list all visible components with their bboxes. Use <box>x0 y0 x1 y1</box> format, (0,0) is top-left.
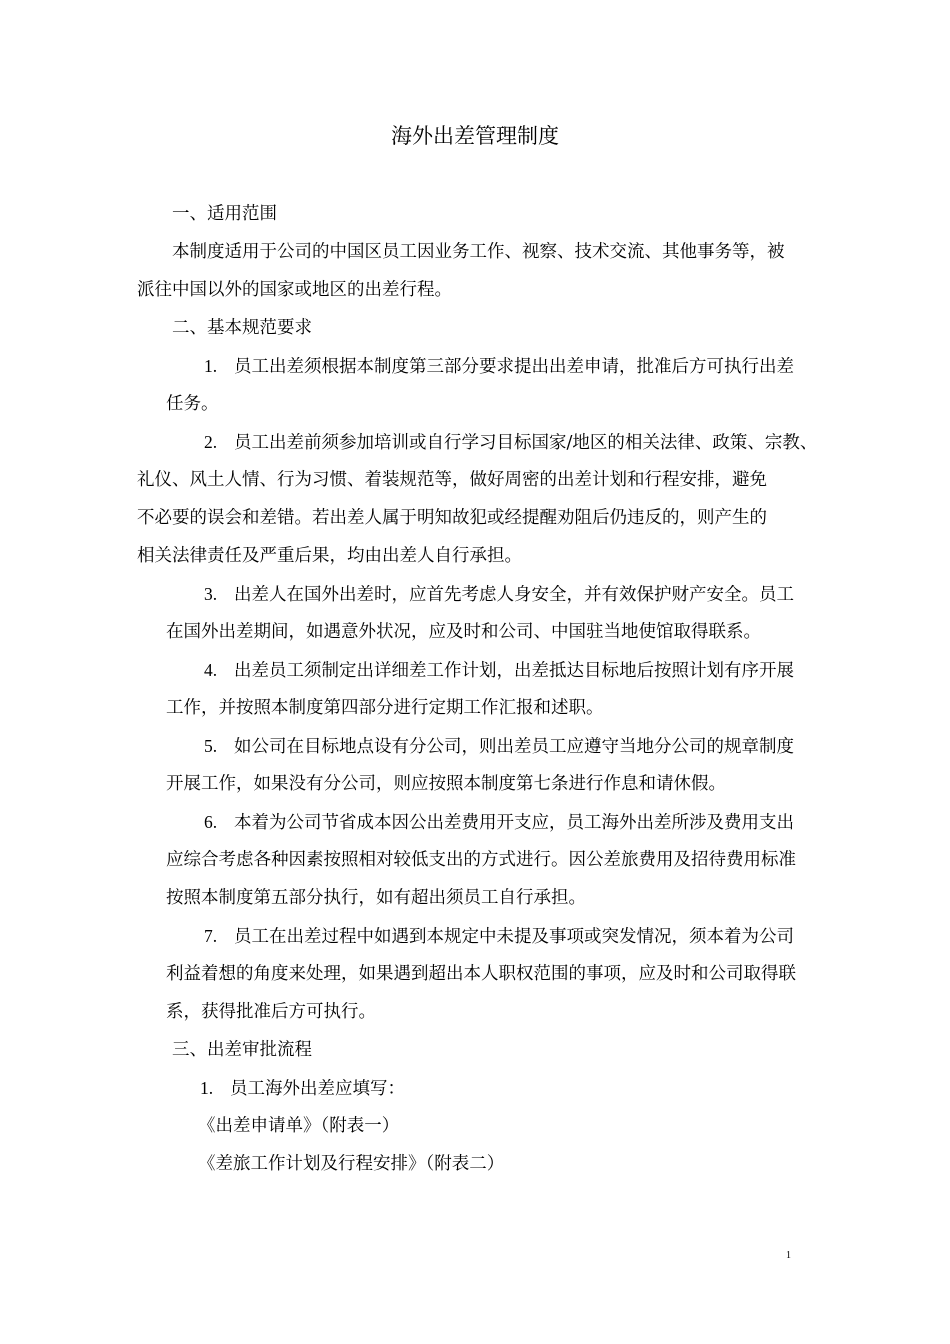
item-text: 本着为公司节省成本因公出差费用开支应，员工海外出差所涉及费用支出 <box>234 813 794 833</box>
requirement-item-6 <box>204 810 794 835</box>
item-number: 4. <box>204 660 218 680</box>
page-number: 1 <box>786 1250 791 1261</box>
item-text: 员工海外出差应填写： <box>230 1079 405 1099</box>
requirement-item-3-line-2: 在国外出差期间，如遇意外状况，应及时和公司、中国驻当地使馆取得联系。 <box>166 622 761 642</box>
item-number: 3. <box>204 584 218 604</box>
item-number: 7. <box>204 926 218 946</box>
requirement-item-7 <box>204 924 794 949</box>
requirement-item-7-line-3: 系，获得批准后方可执行。 <box>166 1002 376 1022</box>
requirement-item-6-line-2: 应综合考虑各种因素按照相对较低支出的方式进行。因公差旅费用及招待费用标准 <box>166 850 796 870</box>
requirement-item-3 <box>204 582 794 607</box>
item-number: 5. <box>204 736 218 756</box>
item-number: 1. <box>204 356 218 376</box>
section-heading-requirements: 二、基本规范要求 <box>172 318 312 338</box>
item-text: 员工在出差过程中如遇到本规定中未提及事项或突发情况，须本着为公司 <box>234 927 794 947</box>
item-text: 员工出差前须参加培训或自行学习目标国家/地区的相关法律、政策、宗教、 <box>234 433 818 453</box>
requirement-item-6-line-3: 按照本制度第五部分执行，如有超出须员工自行承担。 <box>166 888 586 908</box>
requirement-item-2-line-2: 礼仪、风土人情、行为习惯、着装规范等，做好周密的出差计划和行程安排，避免 <box>137 470 767 490</box>
requirement-item-2 <box>204 430 817 455</box>
scope-text-line-2: 派往中国以外的国家或地区的出差行程。 <box>137 280 452 300</box>
item-text: 出差员工须制定出详细差工作计划，出差抵达目标地后按照计划有序开展 <box>234 661 794 681</box>
requirement-item-7-line-2: 利益着想的角度来处理，如果遇到超出本人职权范围的事项，应及时和公司取得联 <box>166 964 796 984</box>
item-number: 6. <box>204 812 218 832</box>
approval-item-1 <box>200 1076 405 1101</box>
requirement-item-2-line-4: 相关法律责任及严重后果，均由出差人自行承担。 <box>137 546 522 566</box>
item-text: 如公司在目标地点设有分公司，则出差员工应遵守当地分公司的规章制度 <box>234 737 794 757</box>
requirement-item-1 <box>204 354 794 379</box>
requirement-item-4-line-2: 工作，并按照本制度第四部分进行定期工作汇报和述职。 <box>166 698 604 718</box>
form-reference-2: 《差旅工作计划及行程安排》（附表二） <box>198 1154 505 1174</box>
item-number: 2. <box>204 432 218 452</box>
item-text: 员工出差须根据本制度第三部分要求提出出差申请，批准后方可执行出差 <box>234 357 794 377</box>
item-number: 1. <box>200 1078 214 1098</box>
document-title: 海外出差管理制度 <box>391 124 559 148</box>
requirement-item-5-line-2: 开展工作，如果没有分公司，则应按照本制度第七条进行作息和请休假。 <box>166 774 726 794</box>
item-text: 出差人在国外出差时，应首先考虑人身安全，并有效保护财产安全。员工 <box>234 585 794 605</box>
requirement-item-2-line-3: 不必要的误会和差错。若出差人属于明知故犯或经提醒劝阻后仍违反的，则产生的 <box>137 508 767 528</box>
requirement-item-5 <box>204 734 794 759</box>
section-heading-scope: 一、适用范围 <box>172 204 277 224</box>
requirement-item-4 <box>204 658 794 683</box>
requirement-item-1-line-2: 任务。 <box>166 394 219 414</box>
scope-text-line-1: 本制度适用于公司的中国区员工因业务工作、视察、技术交流、其他事务等，被 <box>172 242 785 262</box>
section-heading-approval: 三、出差审批流程 <box>172 1040 312 1060</box>
form-reference-1: 《出差申请单》（附表一） <box>198 1116 400 1136</box>
